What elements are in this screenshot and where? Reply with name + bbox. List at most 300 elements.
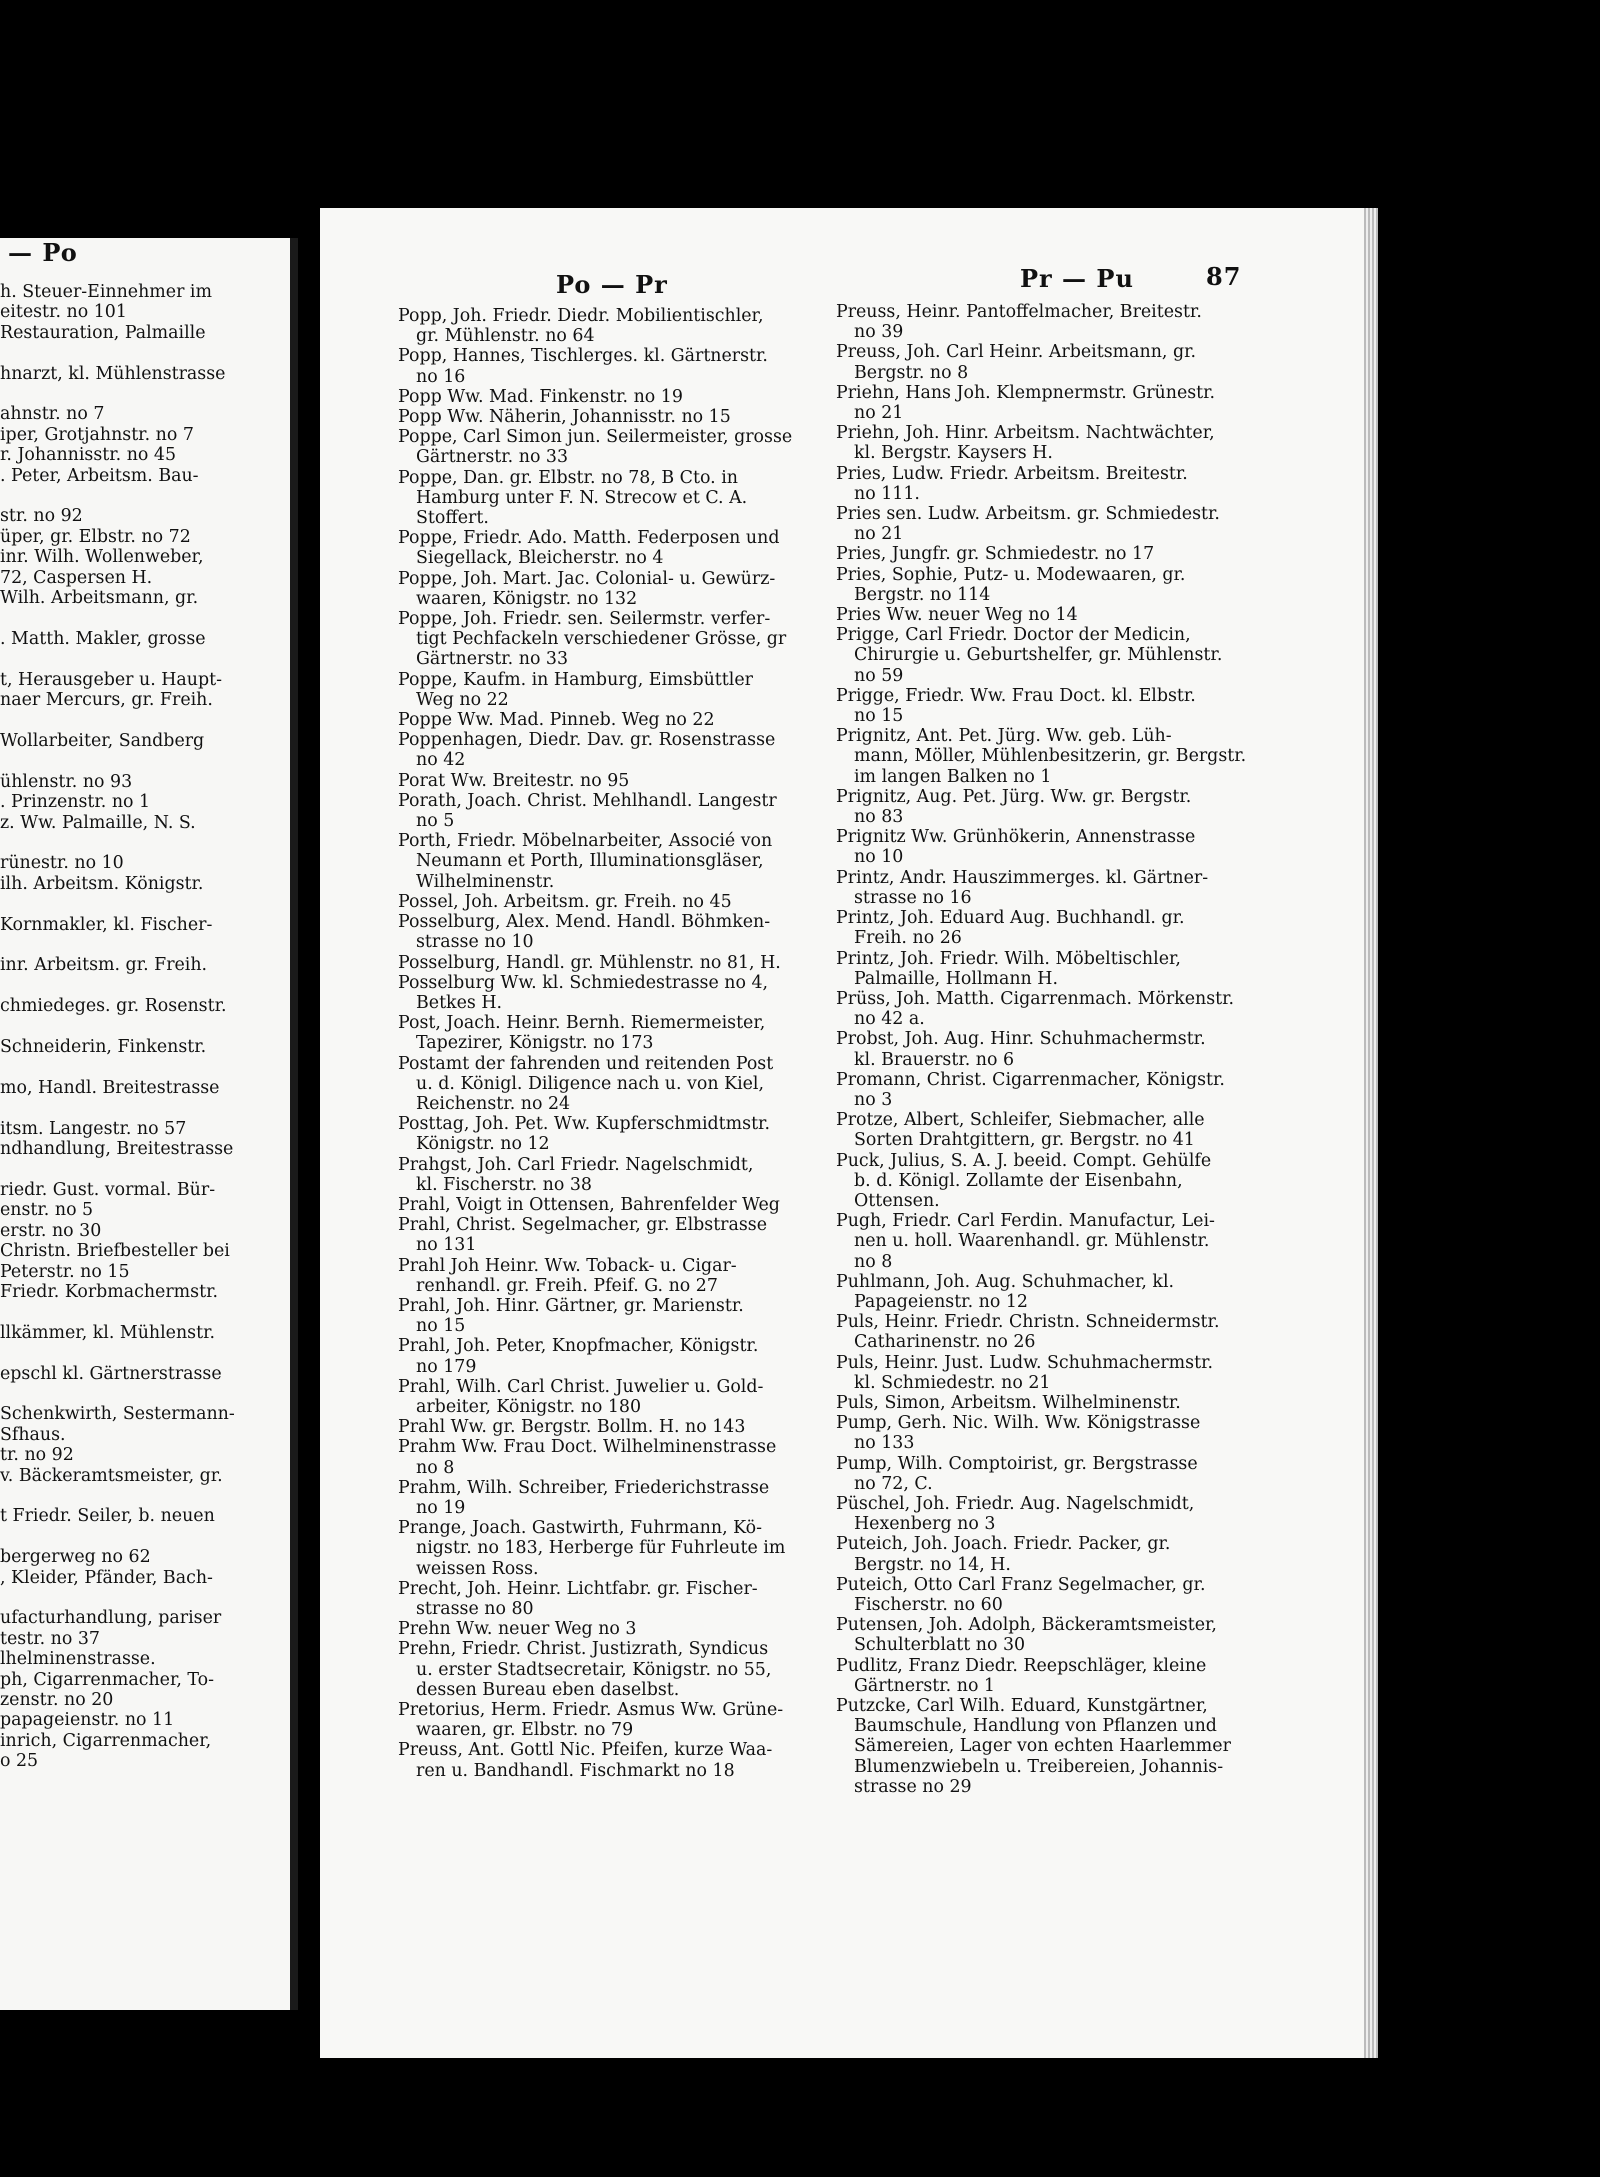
left-page-line: , Kleider, Pfänder, Bach- xyxy=(0,1567,213,1588)
entry-first-line: Pries, Sophie, Putz- u. Modewaaren, gr. xyxy=(836,564,1186,585)
entry-continuation-line: gr. Mühlenstr. no 64 xyxy=(416,326,595,347)
entry-continuation-line: tigt Pechfackeln verschiedener Grösse, gr xyxy=(416,629,787,650)
entry-continuation-line: waaren, Königstr. no 132 xyxy=(416,588,638,609)
directory-entry xyxy=(836,1615,1260,1655)
directory-entry xyxy=(398,831,834,892)
directory-entry xyxy=(398,1195,834,1215)
entry-first-line: Porth, Friedr. Möbelnarbeiter, Associé von xyxy=(398,831,773,852)
running-header-left: Po — Pr xyxy=(556,270,668,299)
left-running-header: — Po xyxy=(8,238,78,267)
left-page-line: r. Johannisstr. no 45 xyxy=(0,445,177,466)
entry-first-line: Prahm Ww. Frau Doct. Wilhelminenstrasse xyxy=(398,1437,777,1458)
entry-continuation-line: Chirurgie u. Geburtshelfer, gr. Mühlenstr. xyxy=(854,645,1223,666)
left-page-line: Wilh. Arbeitsmann, gr. xyxy=(0,588,199,609)
directory-entry xyxy=(836,1029,1260,1069)
directory-entry xyxy=(836,827,1260,867)
entry-first-line: Puteich, Joh. Joach. Friedr. Packer, gr. xyxy=(836,1534,1171,1555)
entry-continuation-line: Reichenstr. no 24 xyxy=(416,1093,571,1114)
directory-entry xyxy=(836,1393,1260,1413)
entry-continuation-line: Gärtnerstr. no 33 xyxy=(416,649,569,670)
left-page-line: ühlenstr. no 93 xyxy=(0,771,133,792)
entry-continuation-line: kl. Schmiedestr. no 21 xyxy=(854,1372,1051,1393)
entry-continuation-line: strasse no 10 xyxy=(416,932,534,953)
entry-first-line: Prahl, Voigt in Ottensen, Bahrenfelder Weg xyxy=(398,1194,780,1215)
entry-first-line: Postamt der fahrenden und reitenden Post xyxy=(398,1053,774,1074)
directory-entry xyxy=(836,1575,1260,1615)
entry-continuation-line: no 21 xyxy=(854,524,904,545)
directory-entry xyxy=(836,565,1260,605)
running-header-right: Pr — Pu xyxy=(1020,264,1134,293)
directory-entry xyxy=(836,686,1260,726)
left-page-line: llkämmer, kl. Mühlenstr. xyxy=(0,1322,216,1343)
entry-first-line: Popp Ww. Mad. Finkenstr. no 19 xyxy=(398,386,683,407)
entry-first-line: Prahl, Christ. Segelmacher, gr. Elbstrasse xyxy=(398,1215,768,1236)
entry-first-line: Preuss, Ant. Gottl Nic. Pfeifen, kurze Waa- xyxy=(398,1740,773,1761)
left-page-text xyxy=(0,282,260,1772)
left-page-line xyxy=(0,1098,260,1118)
directory-entry xyxy=(398,468,834,529)
entry-continuation-line: arbeiter, Königstr. no 180 xyxy=(416,1396,642,1417)
left-page-line: Peterstr. no 15 xyxy=(0,1261,130,1282)
entry-continuation-line: Bergstr. no 14, H. xyxy=(854,1554,1011,1575)
entry-continuation-line: Stoffert. xyxy=(416,508,489,529)
directory-entry xyxy=(836,625,1260,686)
left-page-line: ilh. Arbeitsm. Königstr. xyxy=(0,873,204,894)
entry-continuation-line: strasse no 16 xyxy=(854,887,972,908)
entry-continuation-line: kl. Bergstr. Kaysers H. xyxy=(854,443,1053,464)
entry-continuation-line: dessen Bureau eben daselbst. xyxy=(416,1679,680,1700)
entry-first-line: Prahl Joh Heinr. Ww. Toback- u. Cigar- xyxy=(398,1255,737,1276)
left-page-line xyxy=(0,833,260,853)
entry-first-line: Prignitz Ww. Grünhökerin, Annenstrasse xyxy=(836,827,1196,848)
left-page-line: erstr. no 30 xyxy=(0,1220,102,1241)
directory-column-2 xyxy=(836,302,1260,1797)
entry-first-line: Posselburg, Alex. Mend. Handl. Böhmken- xyxy=(398,912,771,933)
directory-entry xyxy=(836,1494,1260,1534)
left-page-line: hnarzt, kl. Mühlenstrasse xyxy=(0,363,226,384)
entry-continuation-line: no 19 xyxy=(416,1497,466,1518)
entry-continuation-line: Baumschule, Handlung von Pflanzen und xyxy=(854,1716,1217,1737)
directory-entry xyxy=(398,973,834,1013)
entry-continuation-line: no 3 xyxy=(854,1089,893,1110)
directory-entry xyxy=(398,1437,834,1477)
left-page-line: testr. no 37 xyxy=(0,1628,100,1649)
directory-entry xyxy=(398,730,834,770)
entry-first-line: Posselburg, Handl. gr. Mühlenstr. no 81, H. xyxy=(398,952,781,973)
entry-first-line: Puls, Heinr. Friedr. Christn. Schneidermstr. xyxy=(836,1312,1220,1333)
left-page-line: iper, Grotjahnstr. no 7 xyxy=(0,424,194,445)
entry-first-line: Pump, Wilh. Comptoirist, gr. Bergstrasse xyxy=(836,1453,1198,1474)
directory-entry xyxy=(836,302,1260,342)
entry-first-line: Poppenhagen, Diedr. Dav. gr. Rosenstrasse xyxy=(398,730,776,751)
entry-first-line: Puhlmann, Joh. Aug. Schuhmacher, kl. xyxy=(836,1271,1175,1292)
entry-first-line: Preuss, Heinr. Pantoffelmacher, Breitestr. xyxy=(836,302,1202,322)
entry-first-line: Printz, Andr. Hauszimmerges. kl. Gärtner- xyxy=(836,867,1209,888)
directory-entry xyxy=(398,387,834,407)
entry-first-line: Popp, Hannes, Tischlerges. kl. Gärtnerstr. xyxy=(398,346,768,367)
directory-entry xyxy=(398,1114,834,1154)
entry-continuation-line: Ottensen. xyxy=(854,1190,940,1211)
entry-first-line: Preuss, Joh. Carl Heinr. Arbeitsmann, gr. xyxy=(836,342,1197,363)
entry-first-line: Poppe, Dan. gr. Elbstr. no 78, B Cto. in xyxy=(398,467,738,488)
entry-continuation-line: mann, Möller, Mühlenbesitzerin, gr. Bergstr. xyxy=(854,746,1247,767)
left-page-line: ufacturhandlung, pariser xyxy=(0,1608,222,1629)
entry-first-line: Poppe, Joh. Mart. Jac. Colonial- u. Gewürz- xyxy=(398,568,776,589)
entry-continuation-line: Neumann et Porth, Illuminationsgläser, xyxy=(416,851,764,872)
left-page-line xyxy=(0,384,260,404)
entry-continuation-line: no 39 xyxy=(854,322,904,343)
directory-entry xyxy=(836,908,1260,948)
left-page-line xyxy=(0,894,260,914)
entry-continuation-line: Catharinenstr. no 26 xyxy=(854,1332,1036,1353)
entry-first-line: Pries Ww. neuer Weg no 14 xyxy=(836,605,1078,626)
left-page-line: str. no 92 xyxy=(0,506,83,527)
directory-entry xyxy=(398,1619,834,1639)
directory-entry xyxy=(836,1070,1260,1110)
left-page-line: . Peter, Arbeitsm. Bau- xyxy=(0,465,199,486)
directory-entry xyxy=(398,1054,834,1115)
entry-continuation-line: no 42 xyxy=(416,750,466,771)
left-page-line: ph, Cigarrenmacher, To- xyxy=(0,1669,215,1690)
left-page-line: ndhandlung, Breitestrasse xyxy=(0,1139,234,1160)
directory-entry xyxy=(398,892,834,912)
entry-first-line: Porath, Joach. Christ. Mehlhandl. Langestr xyxy=(398,790,777,811)
entry-continuation-line: no 8 xyxy=(416,1457,455,1478)
page-number: 87 xyxy=(1206,262,1242,291)
entry-first-line: Poppe, Carl Simon jun. Seilermeister, grosse xyxy=(398,427,793,448)
entry-continuation-line: Königstr. no 12 xyxy=(416,1134,550,1155)
directory-entry xyxy=(836,1696,1260,1797)
entry-first-line: Puls, Simon, Arbeitsm. Wilhelminenstr. xyxy=(836,1392,1181,1413)
left-page-line: . Prinzenstr. no 1 xyxy=(0,792,151,813)
entry-continuation-line: ren u. Bandhandl. Fischmarkt no 18 xyxy=(416,1760,735,1781)
directory-entry xyxy=(398,1417,834,1437)
directory-entry xyxy=(836,1211,1260,1272)
entry-continuation-line: Betkes H. xyxy=(416,992,503,1013)
page-edge xyxy=(1364,208,1378,2058)
directory-entry xyxy=(398,912,834,952)
left-page-line xyxy=(0,976,260,996)
entry-first-line: Precht, Joh. Heinr. Lichtfabr. gr. Fischer- xyxy=(398,1578,758,1599)
directory-entry xyxy=(398,1478,834,1518)
entry-continuation-line: no 131 xyxy=(416,1235,477,1256)
left-page-line: Wollarbeiter, Sandberg xyxy=(0,730,205,751)
left-page-line: h. Steuer-Einnehmer im xyxy=(0,282,212,302)
left-page-line: bergerweg no 62 xyxy=(0,1547,151,1568)
directory-entry xyxy=(836,504,1260,544)
entry-continuation-line: kl. Brauerstr. no 6 xyxy=(854,1049,1015,1070)
entry-first-line: Porat Ww. Breitestr. no 95 xyxy=(398,770,630,791)
entry-continuation-line: strasse no 29 xyxy=(854,1776,972,1797)
entry-continuation-line: no 83 xyxy=(854,807,904,828)
entry-first-line: Prüss, Joh. Matth. Cigarrenmach. Mörkenstr. xyxy=(836,988,1235,1009)
entry-first-line: Pries sen. Ludw. Arbeitsm. gr. Schmiedestr. xyxy=(836,504,1220,525)
entry-continuation-line: waaren, gr. Elbstr. no 79 xyxy=(416,1720,634,1741)
entry-continuation-line: Fischerstr. no 60 xyxy=(854,1595,1003,1615)
entry-first-line: Priehn, Joh. Hinr. Arbeitsm. Nachtwächter, xyxy=(836,423,1215,444)
left-page-line xyxy=(0,486,260,506)
left-page-line xyxy=(0,1588,260,1608)
entry-first-line: Prahgst, Joh. Carl Friedr. Nagelschmidt, xyxy=(398,1154,754,1175)
left-page-line: Friedr. Korbmachermstr. xyxy=(0,1281,219,1302)
directory-entry xyxy=(398,1013,834,1053)
entry-first-line: Prigge, Friedr. Ww. Frau Doct. kl. Elbstr. xyxy=(836,685,1196,706)
directory-entry xyxy=(836,464,1260,504)
left-page-line xyxy=(0,1057,260,1077)
entry-first-line: Pries, Ludw. Friedr. Arbeitsm. Breitestr. xyxy=(836,463,1188,484)
entry-continuation-line: Bergstr. no 114 xyxy=(854,584,991,605)
entry-continuation-line: Sorten Drahtgittern, gr. Bergstr. no 41 xyxy=(854,1130,1195,1151)
entry-continuation-line: nigstr. no 183, Herberge für Fuhrleute im xyxy=(416,1538,786,1559)
directory-entry xyxy=(398,306,834,346)
left-page-line: 72, Caspersen H. xyxy=(0,567,153,588)
entry-first-line: Poppe, Joh. Friedr. sen. Seilermstr. verfer- xyxy=(398,609,771,630)
entry-continuation-line: Sämereien, Lager von echten Haarlemmer xyxy=(854,1736,1231,1757)
entry-first-line: Poppe, Kaufm. in Hamburg, Eimsbüttler xyxy=(398,669,753,690)
entry-first-line: Printz, Joh. Eduard Aug. Buchhandl. gr. xyxy=(836,908,1185,929)
left-page-line: inr. Arbeitsm. gr. Freih. xyxy=(0,955,208,976)
entry-continuation-line: Gärtnerstr. no 33 xyxy=(416,447,569,468)
left-page-line: o 25 xyxy=(0,1751,39,1772)
left-page-line: üper, gr. Elbstr. no 72 xyxy=(0,526,191,547)
entry-first-line: Putzcke, Carl Wilh. Eduard, Kunstgärtner, xyxy=(836,1696,1208,1717)
left-page-line: ahnstr. no 7 xyxy=(0,404,105,425)
directory-entry xyxy=(398,670,834,710)
entry-first-line: Printz, Joh. Friedr. Wilh. Möbeltischler, xyxy=(836,948,1181,969)
directory-entry xyxy=(398,1700,834,1740)
entry-first-line: Promann, Christ. Cigarrenmacher, Königstr. xyxy=(836,1069,1225,1090)
entry-first-line: Poppe Ww. Mad. Pinneb. Weg no 22 xyxy=(398,710,715,731)
entry-first-line: Priehn, Hans Joh. Klempnermstr. Grünestr. xyxy=(836,382,1216,403)
entry-first-line: Püschel, Joh. Friedr. Aug. Nagelschmidt, xyxy=(836,1493,1195,1514)
entry-first-line: Pretorius, Herm. Friedr. Asmus Ww. Grüne- xyxy=(398,1700,784,1721)
left-page-line: Schenkwirth, Sestermann- xyxy=(0,1404,235,1425)
entry-first-line: Prahm, Wilh. Schreiber, Friederichstrasse xyxy=(398,1477,770,1498)
entry-first-line: Prignitz, Ant. Pet. Jürg. Ww. geb. Lüh- xyxy=(836,726,1172,747)
entry-first-line: Puteich, Otto Carl Franz Segelmacher, gr. xyxy=(836,1574,1206,1595)
directory-entry xyxy=(398,953,834,973)
left-page xyxy=(0,238,298,2010)
entry-continuation-line: Weg no 22 xyxy=(416,689,509,710)
entry-first-line: Pugh, Friedr. Carl Ferdin. Manufactur, Lei- xyxy=(836,1211,1215,1232)
left-page-line xyxy=(0,1384,260,1404)
directory-entry xyxy=(398,427,834,467)
left-page-line: Christn. Briefbesteller bei xyxy=(0,1241,230,1262)
left-page-line: v. Bäckeramtsmeister, gr. xyxy=(0,1465,223,1486)
left-page-line xyxy=(0,1527,260,1547)
entry-continuation-line: Schulterblatt no 30 xyxy=(854,1635,1026,1656)
entry-continuation-line: renhandl. gr. Freih. Pfeif. G. no 27 xyxy=(416,1275,718,1296)
left-page-line: papageienstr. no 11 xyxy=(0,1710,175,1731)
entry-first-line: Prahl Ww. gr. Bergstr. Bollm. H. no 143 xyxy=(398,1417,746,1438)
left-page-line xyxy=(0,1017,260,1037)
entry-continuation-line: no 111. xyxy=(854,483,920,504)
directory-entry xyxy=(398,609,834,670)
directory-entry xyxy=(398,1296,834,1336)
left-page-line: rünestr. no 10 xyxy=(0,853,124,874)
entry-continuation-line: weissen Ross. xyxy=(416,1558,539,1579)
directory-entry xyxy=(836,1312,1260,1352)
directory-entry xyxy=(836,1534,1260,1574)
directory-entry xyxy=(836,423,1260,463)
entry-first-line: Prigge, Carl Friedr. Doctor der Medicin, xyxy=(836,625,1191,646)
entry-continuation-line: no 16 xyxy=(416,366,466,387)
entry-first-line: Possel, Joh. Arbeitsm. gr. Freih. no 45 xyxy=(398,891,732,912)
left-page-line: z. Ww. Palmaille, N. S. xyxy=(0,812,196,833)
entry-continuation-line: nen u. holl. Waarenhandl. gr. Mühlenstr. xyxy=(854,1231,1210,1252)
directory-entry xyxy=(836,989,1260,1029)
entry-continuation-line: no 8 xyxy=(854,1251,893,1272)
entry-continuation-line: no 21 xyxy=(854,403,904,424)
left-page-line xyxy=(0,935,260,955)
directory-entry xyxy=(398,710,834,730)
book-spine xyxy=(290,238,298,2010)
directory-entry xyxy=(836,342,1260,382)
entry-continuation-line: Palmaille, Hollmann H. xyxy=(854,968,1058,989)
entry-first-line: Pries, Jungfr. gr. Schmiedestr. no 17 xyxy=(836,544,1155,565)
directory-column-1 xyxy=(398,306,834,1781)
directory-entry xyxy=(398,1336,834,1376)
directory-entry xyxy=(398,1579,834,1619)
entry-first-line: Protze, Albert, Schleifer, Siebmacher, alle xyxy=(836,1110,1205,1131)
entry-first-line: Probst, Joh. Aug. Hinr. Schuhmachermstr. xyxy=(836,1029,1206,1050)
entry-first-line: Prahl, Joh. Hinr. Gärtner, gr. Marienstr. xyxy=(398,1295,744,1316)
left-page-line: Sfhaus. xyxy=(0,1424,66,1445)
directory-entry xyxy=(836,868,1260,908)
entry-first-line: Pump, Gerh. Nic. Wilh. Ww. Königstrasse xyxy=(836,1413,1201,1434)
directory-entry xyxy=(836,1151,1260,1212)
directory-entry xyxy=(836,1272,1260,1312)
entry-continuation-line: u. d. Königl. Diligence nach u. von Kiel, xyxy=(416,1073,765,1094)
directory-entry xyxy=(836,1353,1260,1393)
directory-entry xyxy=(836,1110,1260,1150)
left-page-line xyxy=(0,343,260,363)
entry-first-line: Prahl, Joh. Peter, Knopfmacher, Königstr. xyxy=(398,1336,759,1357)
directory-entry xyxy=(836,1656,1260,1696)
entry-continuation-line: Hamburg unter F. N. Strecow et C. A. xyxy=(416,487,748,508)
left-page-line xyxy=(0,751,260,771)
entry-continuation-line: no 59 xyxy=(854,665,904,686)
directory-entry xyxy=(398,1518,834,1579)
entry-continuation-line: no 15 xyxy=(854,706,904,727)
left-page-line: chmiedeges. gr. Rosenstr. xyxy=(0,996,227,1017)
left-page-line: enstr. no 5 xyxy=(0,1200,94,1221)
directory-entry xyxy=(836,726,1260,787)
directory-entry xyxy=(836,383,1260,423)
directory-entry xyxy=(398,1639,834,1700)
directory-entry xyxy=(398,791,834,831)
left-page-line: eitestr. no 101 xyxy=(0,302,127,323)
directory-entry xyxy=(398,346,834,386)
entry-first-line: Prignitz, Aug. Pet. Jürg. Ww. gr. Bergstr. xyxy=(836,786,1192,807)
entry-continuation-line: no 72, C. xyxy=(854,1473,933,1494)
entry-continuation-line: Siegellack, Bleicherstr. no 4 xyxy=(416,548,664,569)
entry-first-line: Poppe, Friedr. Ado. Matth. Federposen und xyxy=(398,528,780,549)
left-page-line: riedr. Gust. vormal. Bür- xyxy=(0,1179,216,1200)
left-page-line: tr. no 92 xyxy=(0,1445,74,1466)
entry-first-line: Post, Joach. Heinr. Bernh. Riemermeister, xyxy=(398,1013,766,1034)
entry-first-line: Prehn, Friedr. Christ. Justizrath, Syndicus xyxy=(398,1639,769,1660)
entry-continuation-line: Bergstr. no 8 xyxy=(854,362,969,383)
entry-continuation-line: no 5 xyxy=(416,811,455,832)
left-page-line xyxy=(0,1486,260,1506)
right-page xyxy=(320,208,1378,2058)
entry-continuation-line: strasse no 80 xyxy=(416,1599,534,1619)
directory-entry xyxy=(836,1454,1260,1494)
left-page-line: epschl kl. Gärtnerstrasse xyxy=(0,1363,222,1384)
left-page-line: mo, Handl. Breitestrasse xyxy=(0,1077,220,1098)
entry-continuation-line: Papageienstr. no 12 xyxy=(854,1291,1028,1312)
left-page-line xyxy=(0,609,260,629)
entry-continuation-line: Wilhelminenstr. xyxy=(416,871,555,892)
entry-continuation-line: im langen Balken no 1 xyxy=(854,766,1052,787)
left-page-line xyxy=(0,1343,260,1363)
entry-first-line: Prehn Ww. neuer Weg no 3 xyxy=(398,1619,637,1640)
left-page-line: itsm. Langestr. no 57 xyxy=(0,1118,187,1139)
left-page-line: lhelminenstrasse. xyxy=(0,1649,156,1670)
left-page-line: t, Herausgeber u. Haupt- xyxy=(0,669,222,690)
entry-first-line: Popp, Joh. Friedr. Diedr. Mobilientischler, xyxy=(398,306,764,326)
entry-continuation-line: Blumenzwiebeln u. Treibereien, Johannis- xyxy=(854,1756,1224,1777)
entry-first-line: Popp Ww. Näherin, Johannisstr. no 15 xyxy=(398,407,731,428)
directory-entry xyxy=(398,1377,834,1417)
entry-continuation-line: no 179 xyxy=(416,1356,477,1377)
directory-entry xyxy=(836,605,1260,625)
left-page-line: inr. Wilh. Wollenweber, xyxy=(0,547,204,568)
left-page-line: t Friedr. Seiler, b. neuen xyxy=(0,1506,215,1527)
directory-entry xyxy=(398,1215,834,1255)
entry-first-line: Puls, Heinr. Just. Ludw. Schuhmachermstr. xyxy=(836,1352,1214,1373)
entry-first-line: Posttag, Joh. Pet. Ww. Kupferschmidtmstr. xyxy=(398,1114,770,1135)
directory-entry xyxy=(836,787,1260,827)
directory-entry xyxy=(836,949,1260,989)
directory-entry xyxy=(836,1413,1260,1453)
directory-entry xyxy=(398,407,834,427)
left-page-line xyxy=(0,1302,260,1322)
entry-continuation-line: u. erster Stadtsecretair, Königstr. no 55, xyxy=(416,1659,772,1680)
directory-entry xyxy=(398,1256,834,1296)
left-page-line xyxy=(0,1159,260,1179)
directory-entry xyxy=(398,569,834,609)
directory-entry xyxy=(398,771,834,791)
left-page-line: Kornmakler, kl. Fischer- xyxy=(0,914,213,935)
entry-continuation-line: kl. Fischerstr. no 38 xyxy=(416,1174,592,1195)
entry-first-line: Puck, Julius, S. A. J. beeid. Compt. Gehülfe xyxy=(836,1150,1212,1171)
entry-continuation-line: b. d. Königl. Zollamte der Eisenbahn, xyxy=(854,1170,1183,1191)
entry-continuation-line: Tapezirer, Königstr. no 173 xyxy=(416,1033,654,1054)
entry-continuation-line: no 15 xyxy=(416,1316,466,1337)
entry-first-line: Putensen, Joh. Adolph, Bäckeramtsmeister, xyxy=(836,1615,1217,1636)
directory-entry xyxy=(398,528,834,568)
directory-entry xyxy=(398,1155,834,1195)
left-page-line: Schneiderin, Finkenstr. xyxy=(0,1037,207,1058)
left-page-line: zenstr. no 20 xyxy=(0,1690,114,1711)
directory-entry xyxy=(836,544,1260,564)
directory-entry xyxy=(398,1740,834,1780)
entry-continuation-line: Hexenberg no 3 xyxy=(854,1514,996,1535)
left-page-line: inrich, Cigarrenmacher, xyxy=(0,1730,212,1751)
entry-continuation-line: Gärtnerstr. no 1 xyxy=(854,1675,996,1696)
entry-continuation-line: no 42 a. xyxy=(854,1009,925,1030)
entry-continuation-line: no 133 xyxy=(854,1433,915,1454)
entry-first-line: Pudlitz, Franz Diedr. Reepschläger, kleine xyxy=(836,1655,1207,1676)
entry-first-line: Prange, Joach. Gastwirth, Fuhrmann, Kö- xyxy=(398,1518,763,1539)
entry-continuation-line: no 10 xyxy=(854,847,904,868)
left-page-line: Restauration, Palmaille xyxy=(0,322,206,343)
entry-first-line: Posselburg Ww. kl. Schmiedestrasse no 4, xyxy=(398,972,769,993)
left-page-line xyxy=(0,649,260,669)
entry-continuation-line: Freih. no 26 xyxy=(854,928,962,949)
